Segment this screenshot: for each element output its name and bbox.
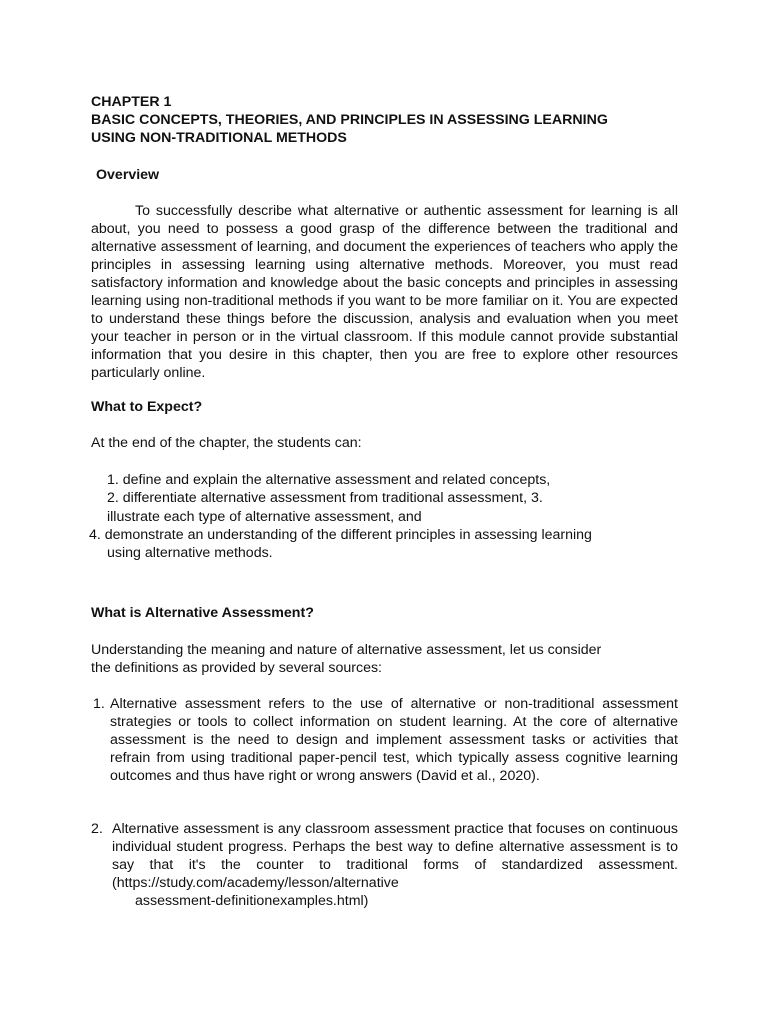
definition-2-url-tail: assessment-definitionexamples.html) [135,893,369,909]
objective-line-5: using alternative methods. [107,545,273,561]
chapter-title-line2: USING NON-TRADITIONAL METHODS [91,130,347,146]
objective-line-3: illustrate each type of alternative assessment, and [107,509,422,525]
alt-intro-line2: the definitions as provided by several sources: [91,660,383,676]
overview-paragraph: To successfully describe what alternative or authentic assessment for learning is all about, you need to possess a good grasp of the difference between the traditional and alternative assessment of learning, and document the experiences of teachers who apply the principles in assessing learning using alternative methods. Moreover, you must read satisfactory information and knowledge about the basic concepts and principles in assessing learning using non-traditional methods if you want to be more familiar on it. You are expected to understand these things before the discussion, analysis and evaluation when you meet your teacher in person or in the virtual classroom. If this module cannot provide substantial information that you desire in this chapter, then you are free to explore other resources particularly online. [91,203,678,381]
objective-line-2: 2. differentiate alternative assessment from traditional assessment, 3. [107,490,543,506]
expect-heading: What to Expect? [91,399,203,415]
objective-line-1: 1. define and explain the alternative assessment and related concepts, [107,472,551,488]
overview-heading: Overview [96,167,160,183]
chapter-number: CHAPTER 1 [91,94,172,110]
definition-2-text: Alternative assessment is any classroom assessment practice that focuses on continuous individual student progress. Perhaps the best way to define alternative assessment is to say that it's the counter to traditional forms of standardized assessment.(https://study.com/academy/lesson/alternative [112,821,678,891]
chapter-title-line1: BASIC CONCEPTS, THEORIES, AND PRINCIPLES IN ASSESSING LEARNING [91,112,608,128]
definition-2-number: 2. [91,821,103,837]
definition-1-number: 1. [93,696,105,712]
alt-heading: What is Alternative Assessment? [91,605,314,621]
definition-1-text: Alternative assessment refers to the use of alternative or non-traditional assessment strategies or tools to collect information on student learning. At the core of alternative assessment is the need to design and implement assessment tasks or activities that refrain from using traditional paper-pencil test, which typically assess cognitive learning outcomes and thus have right or wrong answers (David et al., 2020). [110,696,678,784]
objective-line-4: 4. demonstrate an understanding of the different principles in assessing learning [89,527,592,543]
alt-intro-line1: Understanding the meaning and nature of alternative assessment, let us consider [91,642,602,658]
expect-intro: At the end of the chapter, the students can: [91,435,362,451]
